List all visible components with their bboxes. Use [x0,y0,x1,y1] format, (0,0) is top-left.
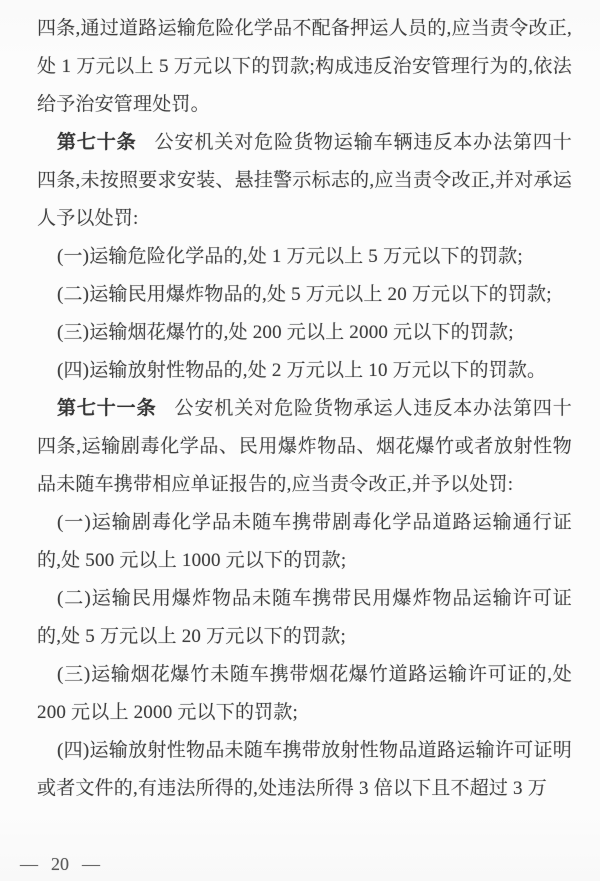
article-number: 第七十条 [56,132,137,153]
paragraph-text: 公安机关对危险货物承运人违反本办法第四十四条,运输剧毒化学品、民用爆炸物品、烟花爆竹或者放射性物品未随车携带相应单证报告的,应当责令改正,并予以处罚: [37,398,572,495]
paragraph-text: (四)运输放射性物品未随车携带放射性物品道路运输许可证明或者文件的,有违法所得的,处违法所得 3 倍以下且不超过 3 万 [37,740,572,799]
paragraph-text: 公安机关对危险货物运输车辆违反本办法第四十四条,未按照要求安装、悬挂警示标志的,应当责令改正,并对承运人予以处罚: [37,132,572,229]
paragraph-text: (三)运输烟花爆竹未随车携带烟花爆竹道路运输许可证的,处 200 元以上 2000 元以下的罚款; [37,664,572,723]
paragraph-text: 四条,通过道路运输危险化学品不配备押运人员的,应当责令改正,处 1 万元以上 5 万元以下的罚款;构成违反治安管理行为的,依法给予治安管理处罚。 [37,18,572,115]
list-item [37,656,572,732]
paragraph-text: (二)运输民用爆炸物品的,处 5 万元以上 20 万元以下的罚款; [56,284,552,305]
paragraph-text: (一)运输剧毒化学品未随车携带剧毒化学品道路运输通行证的,处 500 元以上 1000 元以下的罚款; [37,512,572,571]
paragraph-text: (三)运输烟花爆竹的,处 200 元以上 2000 元以下的罚款; [56,322,514,343]
document-body [37,10,572,808]
list-item [37,732,572,808]
list-item [37,352,572,390]
paragraph-text: (二)运输民用爆炸物品未随车携带民用爆炸物品运输许可证的,处 5 万元以上 20 万元以下的罚款; [37,588,572,647]
paragraph-text: (一)运输危险化学品的,处 1 万元以上 5 万元以下的罚款; [56,246,523,267]
list-item [37,580,572,656]
paragraph-text: (四)运输放射性物品的,处 2 万元以上 10 万元以下的罚款。 [56,360,547,381]
footer-dash-left: — [20,853,38,874]
article-number: 第七十一条 [56,398,157,419]
list-item [37,238,572,276]
list-item [37,314,572,352]
list-item [37,276,572,314]
footer-dash-right: — [82,853,100,874]
paragraph-article-71 [37,390,572,504]
page-number-footer [20,852,100,876]
page-number: 20 [51,853,69,874]
list-item [37,504,572,580]
paragraph [37,10,572,124]
paragraph-article-70 [37,124,572,238]
